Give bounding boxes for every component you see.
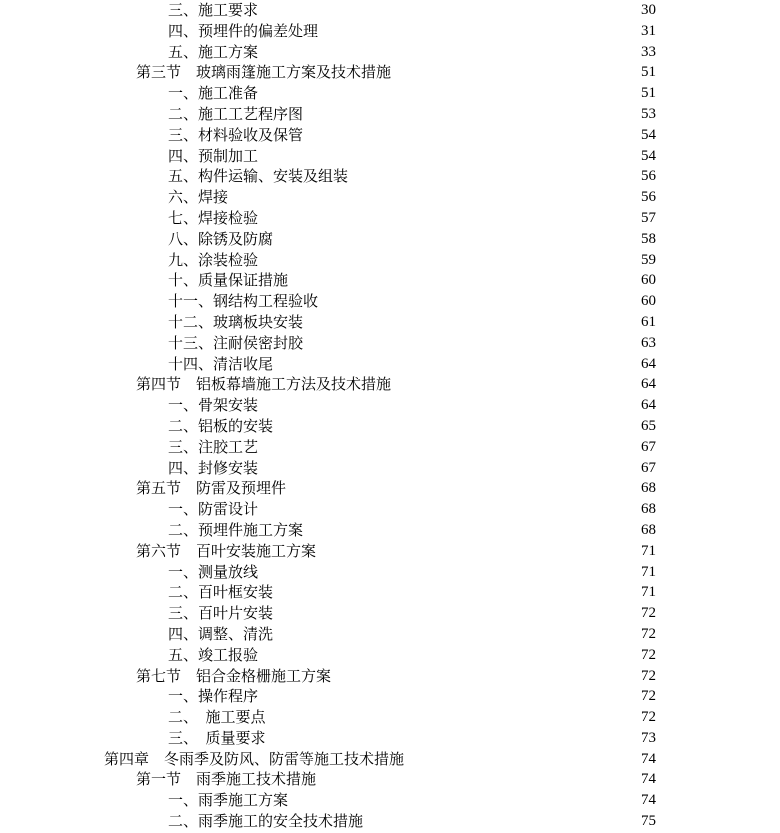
- toc-entry[interactable]: [0, 354, 780, 375]
- toc-entry-title: 第四章 冬雨季及防风、防雷等施工技术措施: [104, 749, 405, 768]
- toc-entry-page-number: 72: [641, 605, 656, 622]
- toc-entry-title: 四、调整、清洗: [168, 624, 274, 643]
- toc-entry-page-number: 56: [641, 189, 656, 206]
- toc-entry-page-number: 61: [641, 313, 656, 330]
- toc-entry[interactable]: [0, 208, 780, 229]
- toc-entry-title: 四、封修安装: [168, 458, 259, 477]
- toc-entry-title: 七、焊接检验: [168, 208, 259, 227]
- toc-entry[interactable]: [0, 769, 780, 790]
- toc-entry-title: 四、预埋件的偏差处理: [168, 21, 319, 40]
- toc-entry-title: 四、预制加工: [168, 146, 259, 165]
- toc-entry-page-number: 68: [641, 501, 656, 518]
- toc-entry[interactable]: [0, 520, 780, 541]
- toc-entry[interactable]: [0, 541, 780, 562]
- toc-entry[interactable]: [0, 333, 780, 354]
- toc-entry-page-number: 72: [641, 625, 656, 642]
- toc-entry-page-number: 63: [641, 334, 656, 351]
- toc-entry-title: 一、操作程序: [168, 687, 259, 706]
- toc-entry-page-number: 51: [641, 85, 656, 102]
- toc-entry-title: 五、竣工报验: [168, 645, 259, 664]
- toc-entry-page-number: 71: [641, 542, 656, 559]
- toc-entry-page-number: 58: [641, 230, 656, 247]
- toc-entry-title: 一、雨季施工方案: [168, 791, 289, 810]
- toc-entry-page-number: 65: [641, 417, 656, 434]
- toc-entry-page-number: 64: [641, 376, 656, 393]
- toc-entry[interactable]: [0, 499, 780, 520]
- toc-entry-page-number: 71: [641, 584, 656, 601]
- toc-entry-title: 一、施工准备: [168, 84, 259, 103]
- toc-entry-page-number: 53: [641, 105, 656, 122]
- toc-entry-page-number: 74: [641, 792, 656, 809]
- toc-entry-title: 第七节 铝合金格栅施工方案: [136, 666, 332, 685]
- toc-entry-page-number: 51: [641, 64, 656, 81]
- toc-entry[interactable]: [0, 125, 780, 146]
- toc-entry[interactable]: [0, 291, 780, 312]
- toc-entry-page-number: 68: [641, 480, 656, 497]
- toc-entry[interactable]: [0, 42, 780, 63]
- toc-entry-title: 二、雨季施工的安全技术措施: [168, 812, 364, 831]
- toc-entry[interactable]: [0, 146, 780, 167]
- toc-entry-title: 三、百叶片安装: [168, 604, 274, 623]
- toc-entry-page-number: 67: [641, 438, 656, 455]
- toc-entry-title: 六、焊接: [168, 188, 229, 207]
- toc-entry-title: 二、施工工艺程序图: [168, 104, 304, 123]
- toc-entry-page-number: 74: [641, 750, 656, 767]
- toc-entry[interactable]: [0, 749, 780, 770]
- toc-entry-title: 十、质量保证措施: [168, 271, 289, 290]
- toc-entry[interactable]: [0, 624, 780, 645]
- toc-entry-title: 第一节 雨季施工技术措施: [136, 770, 317, 789]
- toc-entry[interactable]: [0, 395, 780, 416]
- toc-entry-page-number: 72: [641, 667, 656, 684]
- toc-entry-title: 三、材料验收及保管: [168, 125, 304, 144]
- toc-entry-page-number: 68: [641, 521, 656, 538]
- toc-entry-page-number: 72: [641, 688, 656, 705]
- toc-entry-title: 一、测量放线: [168, 562, 259, 581]
- toc-entry-page-number: 64: [641, 397, 656, 414]
- toc-entry[interactable]: [0, 312, 780, 333]
- toc-entry[interactable]: [0, 707, 780, 728]
- toc-entry[interactable]: [0, 603, 780, 624]
- toc-entry-page-number: 64: [641, 355, 656, 372]
- toc-entry-page-number: 54: [641, 147, 656, 164]
- toc-entry[interactable]: [0, 686, 780, 707]
- toc-entry-title: 二、铝板的安装: [168, 416, 274, 435]
- toc-entry-title: 五、构件运输、安装及组装: [168, 167, 349, 186]
- toc-entry-title: 三、 质量要求: [168, 728, 266, 747]
- toc-entry[interactable]: [0, 270, 780, 291]
- toc-entry-title: 三、注胶工艺: [168, 437, 259, 456]
- toc-entry-page-number: 57: [641, 209, 656, 226]
- toc-entry-title: 十一、钢结构工程验收: [168, 292, 319, 311]
- toc-entry-title: 二、百叶框安装: [168, 583, 274, 602]
- toc-entry-page-number: 56: [641, 168, 656, 185]
- toc-entry[interactable]: [0, 478, 780, 499]
- toc-entry[interactable]: [0, 166, 780, 187]
- toc-entry[interactable]: [0, 437, 780, 458]
- toc-entry-page-number: 73: [641, 729, 656, 746]
- toc-entry[interactable]: [0, 458, 780, 479]
- toc-entry-title: 第五节 防雷及预埋件: [136, 479, 287, 498]
- toc-entry[interactable]: [0, 187, 780, 208]
- toc-entry-page-number: 30: [641, 2, 656, 18]
- toc-entry-page-number: 72: [641, 709, 656, 726]
- toc-entry-title: 五、施工方案: [168, 42, 259, 61]
- toc-entry-title: 八、除锈及防腐: [168, 229, 274, 248]
- toc-entry[interactable]: [0, 416, 780, 437]
- toc-entry-page-number: 60: [641, 272, 656, 289]
- toc-entry[interactable]: [0, 582, 780, 603]
- toc-entry-page-number: 59: [641, 251, 656, 268]
- toc-entry[interactable]: [0, 62, 780, 83]
- toc-entry-page-number: 67: [641, 459, 656, 476]
- toc-entry-title: 一、防雷设计: [168, 500, 259, 519]
- toc-entry-title: 九、涂装检验: [168, 250, 259, 269]
- toc-entry[interactable]: [0, 83, 780, 104]
- toc-entry-page-number: 33: [641, 43, 656, 60]
- toc-entry[interactable]: [0, 562, 780, 583]
- toc-entry-title: 第六节 百叶安装施工方案: [136, 541, 317, 560]
- toc-entry-page-number: 72: [641, 646, 656, 663]
- toc-entry-title: 十二、玻璃板块安装: [168, 312, 304, 331]
- toc-entry[interactable]: [0, 229, 780, 250]
- toc-entry[interactable]: [0, 811, 780, 832]
- toc-entry-title: 三、施工要求: [168, 1, 259, 19]
- toc-entry[interactable]: [0, 666, 780, 687]
- toc-entry[interactable]: [0, 790, 780, 811]
- toc-entry-page-number: 60: [641, 293, 656, 310]
- toc-entry-title: 第四节 铝板幕墙施工方法及技术措施: [136, 375, 392, 394]
- toc-entry-title: 二、 施工要点: [168, 708, 266, 727]
- toc-entry-title: 十三、注耐侯密封胶: [168, 333, 304, 352]
- toc-entry[interactable]: [0, 104, 780, 125]
- toc-entry[interactable]: [0, 0, 780, 21]
- toc-entry[interactable]: [0, 250, 780, 271]
- toc-entry[interactable]: [0, 374, 780, 395]
- toc-entry-title: 第三节 玻璃雨篷施工方案及技术措施: [136, 63, 392, 82]
- toc-entry-page-number: 31: [641, 22, 656, 39]
- toc-entry[interactable]: [0, 728, 780, 749]
- toc-entry-page-number: 54: [641, 126, 656, 143]
- toc-entry-title: 二、预埋件施工方案: [168, 520, 304, 539]
- toc-entry-page-number: 71: [641, 563, 656, 580]
- toc-entry-title: 十四、清洁收尾: [168, 354, 274, 373]
- toc-entry-title: 一、骨架安装: [168, 396, 259, 415]
- toc-entry-page-number: 75: [641, 813, 656, 830]
- toc-entry-page-number: 74: [641, 771, 656, 788]
- toc-entry[interactable]: [0, 645, 780, 666]
- toc-entry[interactable]: [0, 21, 780, 42]
